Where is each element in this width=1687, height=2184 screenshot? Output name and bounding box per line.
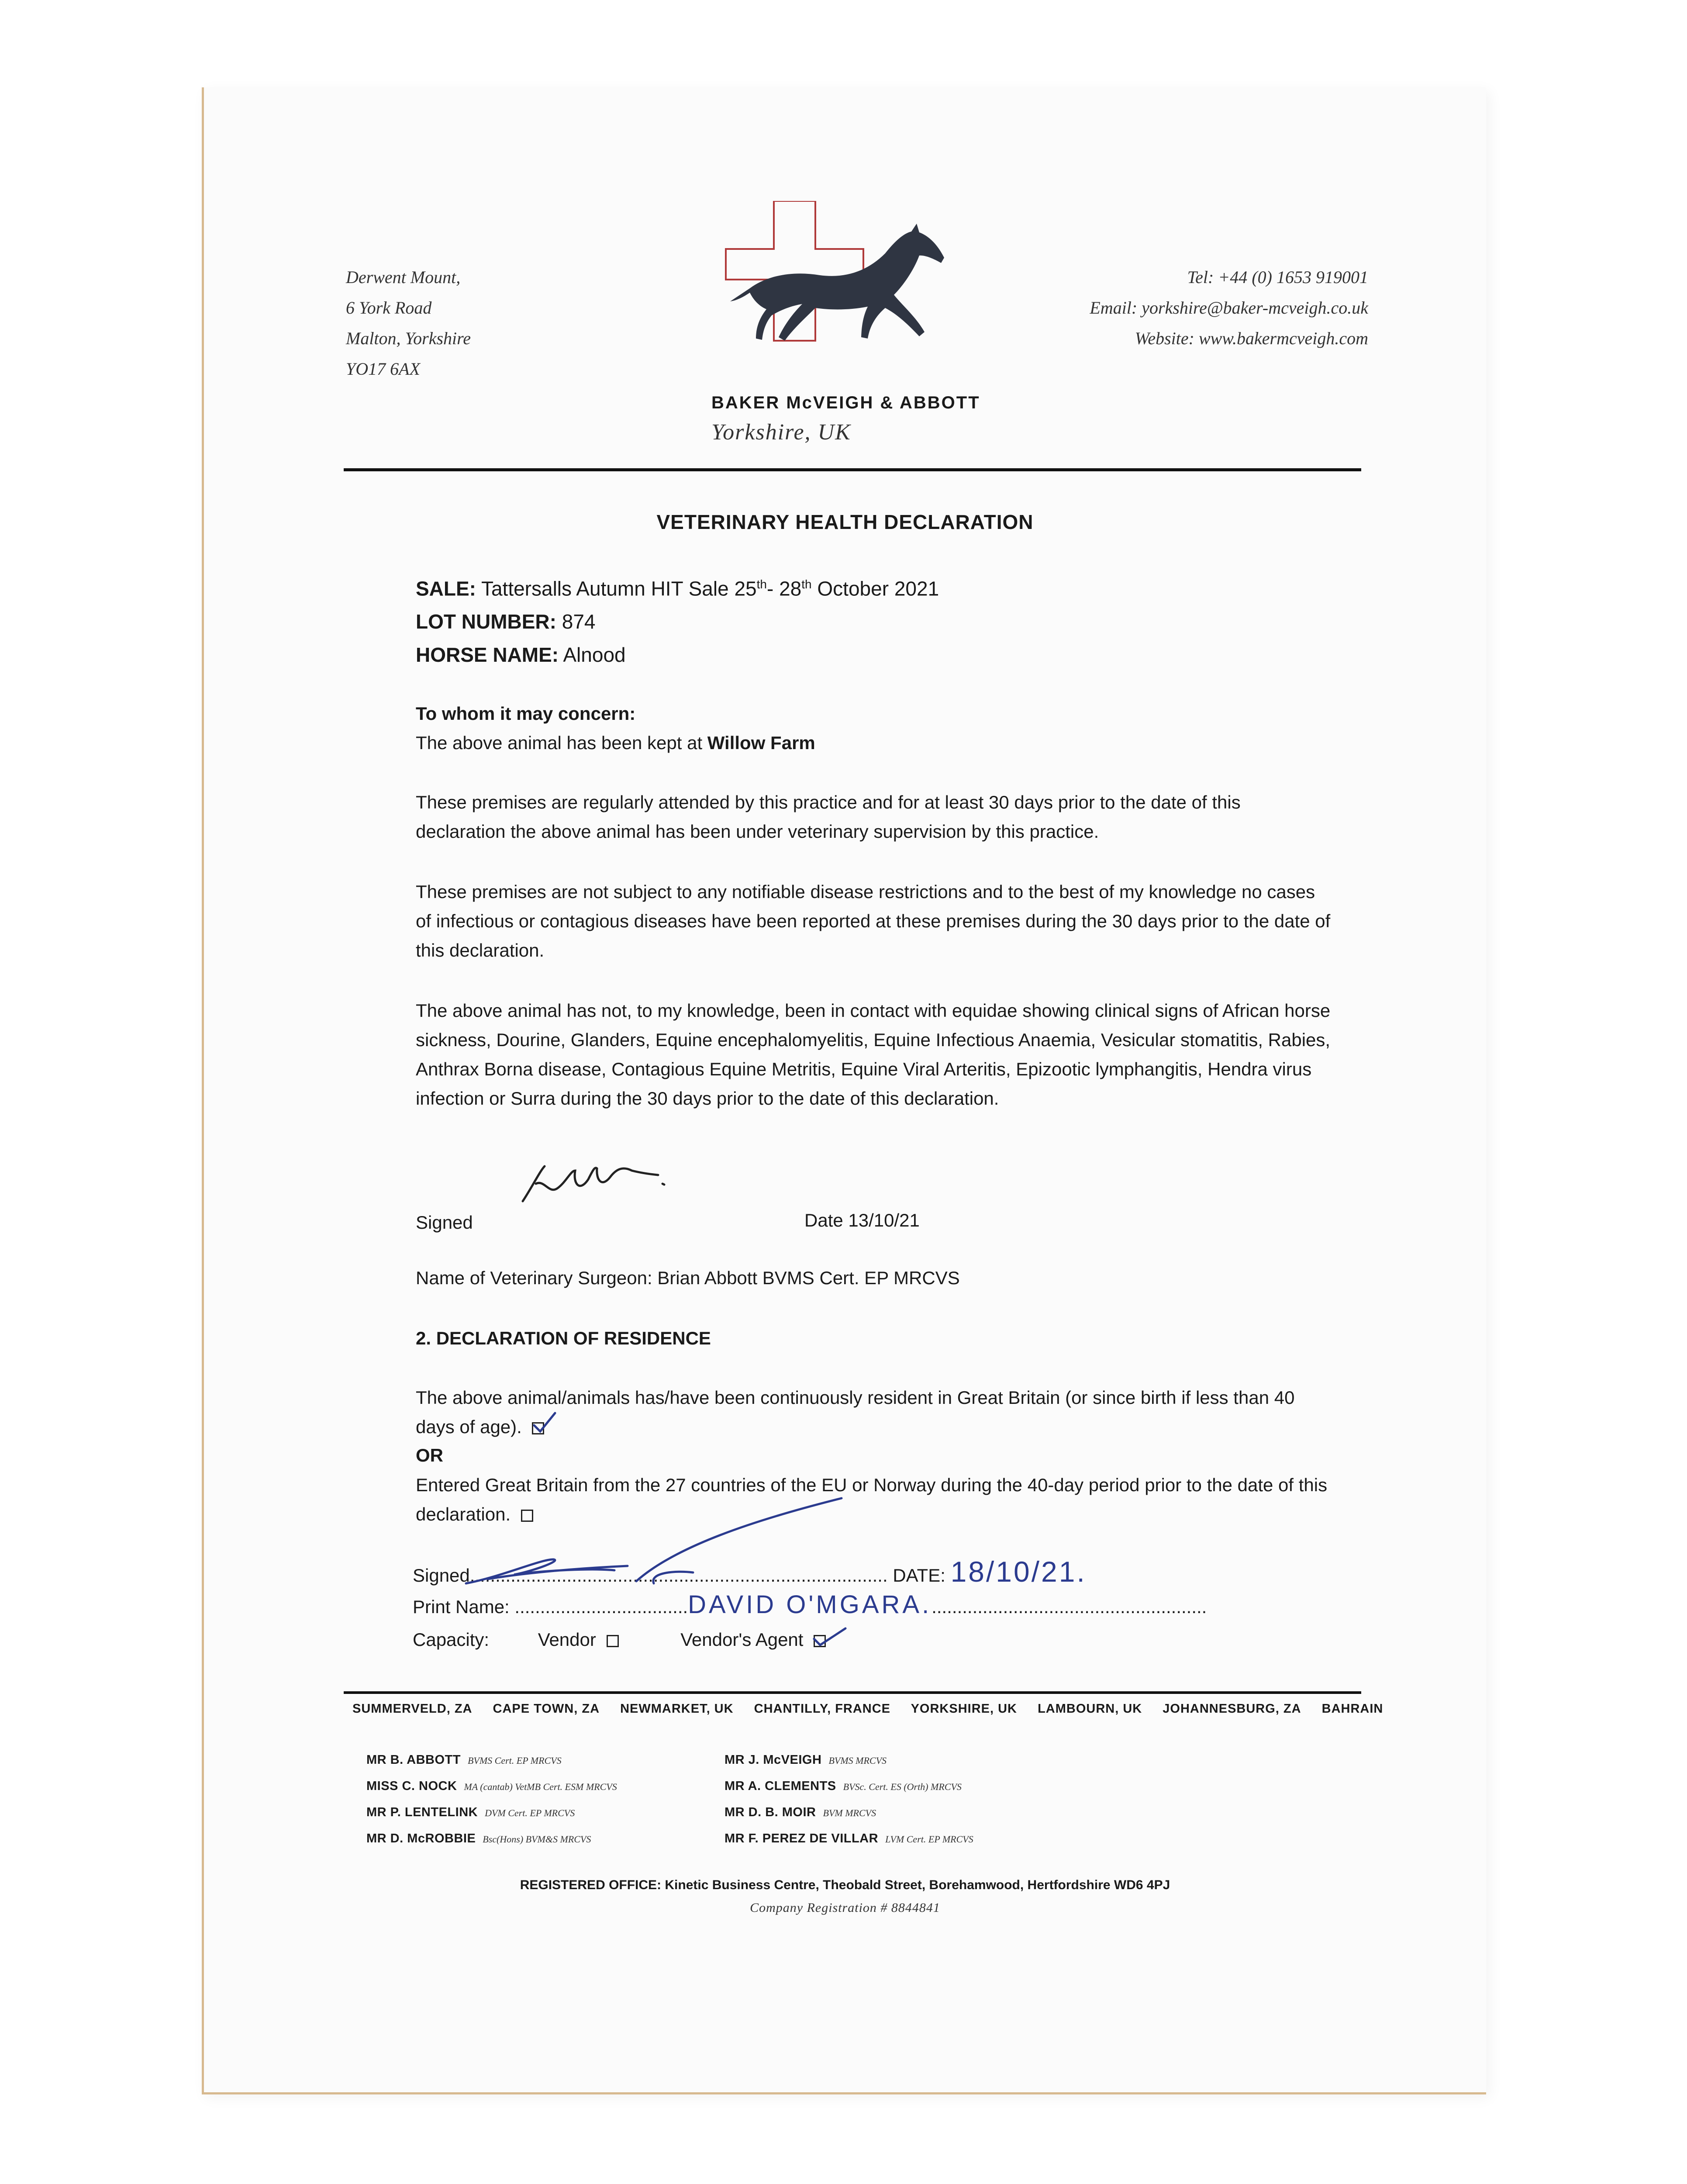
- office-location: CAPE TOWN, ZA: [493, 1702, 600, 1716]
- partner-entry: [724, 1747, 973, 1773]
- partner-quals: BVSc. Cert. ES (Orth) MRCVS: [843, 1781, 962, 1792]
- contact-email: Email: yorkshire@baker-mcveigh.co.uk: [1090, 298, 1368, 318]
- agent-signature-icon: [448, 1494, 929, 1594]
- checkbox-continuous[interactable]: [532, 1422, 544, 1434]
- kept-at-line: [416, 728, 1333, 757]
- contact-phone: Tel: +44 (0) 1653 919001: [1187, 267, 1368, 287]
- office-location: CHANTILLY, FRANCE: [754, 1702, 891, 1716]
- company-registration: Company Registration # 8844841: [750, 1901, 940, 1915]
- partner-name: MR D. McROBBIE: [366, 1832, 476, 1845]
- checkbox-vendor[interactable]: [607, 1635, 619, 1647]
- partner-quals: DVM Cert. EP MRCVS: [485, 1807, 575, 1818]
- residence-date-label: DATE:: [893, 1565, 945, 1586]
- residence-heading: 2. DECLARATION OF RESIDENCE: [416, 1328, 711, 1348]
- partner-name: MR A. CLEMENTS: [724, 1779, 836, 1793]
- checkmark-icon: [531, 1410, 558, 1437]
- office-location: NEWMARKET, UK: [620, 1702, 734, 1716]
- partner-entry: [724, 1800, 973, 1826]
- checkbox-vendor-agent[interactable]: [814, 1635, 826, 1647]
- sale-sup: th: [801, 577, 812, 591]
- office-location: JOHANNESBURG, ZA: [1163, 1702, 1301, 1716]
- sale-sup: th: [756, 577, 767, 591]
- partner-quals: LVM Cert. EP MRCVS: [885, 1834, 973, 1845]
- partner-entry: [724, 1826, 973, 1852]
- print-dots: ......................................................: [931, 1597, 1207, 1617]
- vet-surgeon-name: Name of Veterinary Surgeon: Brian Abbott BVMS Cert. EP MRCVS: [416, 1268, 960, 1288]
- print-dots: ..................................: [514, 1597, 688, 1617]
- document-page: [202, 87, 1486, 2094]
- address-line: Malton, Yorkshire: [346, 328, 471, 348]
- partners-left: [366, 1747, 617, 1852]
- sale-line: [416, 568, 1333, 605]
- practice-address: [346, 262, 471, 384]
- cross-and-horse-icon: [719, 201, 964, 384]
- residence-option-continuous: [416, 1383, 1333, 1441]
- partner-quals: BVM MRCVS: [823, 1807, 876, 1818]
- lot-line: [416, 605, 1333, 638]
- header-divider: [344, 468, 1361, 471]
- paragraph-no-contact: The above animal has not, to my knowledge, been in contact with equidae showing clinical signs of African horse sickness, Dourine, Glanders, Equine encephalomyelitis, Equine Infectious Anaemia, Vesicular stomatitis, Rabies, Anthrax Borna disease, Contagious Equine Metritis, Equine Viral Arteritis, Epizootic lymphangitis, Hendra virus infection or Surra during the 30 days prior to the date of this declaration.: [416, 1000, 1331, 1109]
- kept-at-text: The above animal has been kept at: [416, 733, 707, 753]
- partner-quals: Bsc(Hons) BVM&S MRCVS: [483, 1834, 591, 1845]
- partner-entry: [366, 1800, 617, 1826]
- footer-divider: [344, 1691, 1361, 1694]
- partner-entry: [366, 1773, 617, 1800]
- residence-date-value: 18/10/21.: [950, 1555, 1087, 1588]
- horse-line: [416, 638, 1333, 671]
- firm-location: Yorkshire, UK: [711, 420, 851, 445]
- partner-entry: [366, 1826, 617, 1852]
- print-name-line: [413, 1590, 1207, 1619]
- partner-name: MR F. PEREZ DE VILLAR: [724, 1832, 879, 1845]
- partner-name: MR P. LENTELINK: [366, 1805, 478, 1819]
- or-label: OR: [416, 1445, 443, 1465]
- paragraph-supervision: These premises are regularly attended by this practice and for at least 30 days prior to the date of this declaration the above animal has been under veterinary supervision by this practice.: [416, 792, 1241, 842]
- contact-website: Website: www.bakermcveigh.com: [1135, 328, 1368, 348]
- registered-office: REGISTERED OFFICE: Kinetic Business Centre, Theobald Street, Borehamwood, Hertfordshire WD6 4PJ: [520, 1878, 1170, 1892]
- office-location: SUMMERVELD, ZA: [352, 1702, 473, 1716]
- concern-heading: To whom it may concern:: [416, 703, 636, 724]
- partner-name: MR J. McVEIGH: [724, 1753, 822, 1767]
- signature-dots: ..................................................................................: [469, 1565, 888, 1586]
- partner-entry: [724, 1773, 973, 1800]
- capacity-label: Capacity:: [413, 1629, 490, 1650]
- document-title: VETERINARY HEALTH DECLARATION: [656, 511, 1034, 533]
- print-name-label: Print Name:: [413, 1597, 510, 1617]
- partner-name: MR D. B. MOIR: [724, 1805, 816, 1819]
- partner-quals: MA (cantab) VetMB Cert. ESM MRCVS: [464, 1781, 617, 1792]
- vet-date: Date 13/10/21: [804, 1210, 920, 1230]
- kept-at-place: Willow Farm: [707, 733, 815, 753]
- vendor-label: Vendor: [538, 1629, 596, 1650]
- address-line: 6 York Road: [346, 298, 432, 318]
- office-locations: [352, 1702, 1383, 1716]
- office-location: LAMBOURN, UK: [1038, 1702, 1142, 1716]
- partner-quals: BVMS MRCVS: [828, 1755, 887, 1766]
- vet-signed-label: Signed: [416, 1212, 473, 1233]
- vet-signature-icon: [518, 1153, 684, 1210]
- lot-value: 874: [562, 610, 596, 633]
- partners-right: [724, 1747, 973, 1852]
- registered-office-block: [204, 1874, 1486, 1919]
- sale-text: Tattersalls Autumn HIT Sale 25: [481, 577, 757, 600]
- firm-name: BAKER McVEIGH & ABBOTT: [711, 393, 980, 412]
- lot-label: LOT NUMBER:: [416, 610, 556, 633]
- residence-signed-label: Signed: [413, 1565, 470, 1586]
- horse-label: HORSE NAME:: [416, 643, 559, 667]
- print-name-value: DAVID O'MGARA.: [688, 1590, 932, 1619]
- partner-name: MR B. ABBOTT: [366, 1753, 461, 1767]
- residence-option-text: Entered Great Britain from the 27 countries of the EU or Norway during the 40-day period prior to the date of this declaration.: [416, 1475, 1328, 1524]
- office-location: BAHRAIN: [1321, 1702, 1383, 1716]
- sale-mid: - 28: [767, 577, 802, 600]
- practice-contact: [1090, 262, 1368, 354]
- sale-label: SALE:: [416, 577, 476, 600]
- concern-block: [416, 699, 1333, 757]
- sale-end: October 2021: [811, 577, 939, 600]
- partner-entry: [366, 1747, 617, 1773]
- vendor-agent-label: Vendor's Agent: [680, 1629, 804, 1650]
- address-line: YO17 6AX: [346, 359, 420, 379]
- partner-quals: BVMS Cert. EP MRCVS: [467, 1755, 562, 1766]
- office-location: YORKSHIRE, UK: [911, 1702, 1017, 1716]
- residence-option-text: The above animal/animals has/have been continuously resident in Great Britain (or since birth if less than 40 days of age).: [416, 1387, 1295, 1437]
- paragraph-no-restrictions: These premises are not subject to any notifiable disease restrictions and to the best of my knowledge no cases of infectious or contagious diseases have been reported at these premises during the 30 days prior to the date of this declaration.: [416, 881, 1331, 961]
- checkmark-icon: [812, 1621, 847, 1649]
- address-line: Derwent Mount,: [346, 267, 461, 287]
- partner-name: MISS C. NOCK: [366, 1779, 457, 1793]
- horse-value: Alnood: [563, 643, 626, 667]
- capacity-line: [413, 1629, 826, 1650]
- sale-info: [416, 568, 1333, 671]
